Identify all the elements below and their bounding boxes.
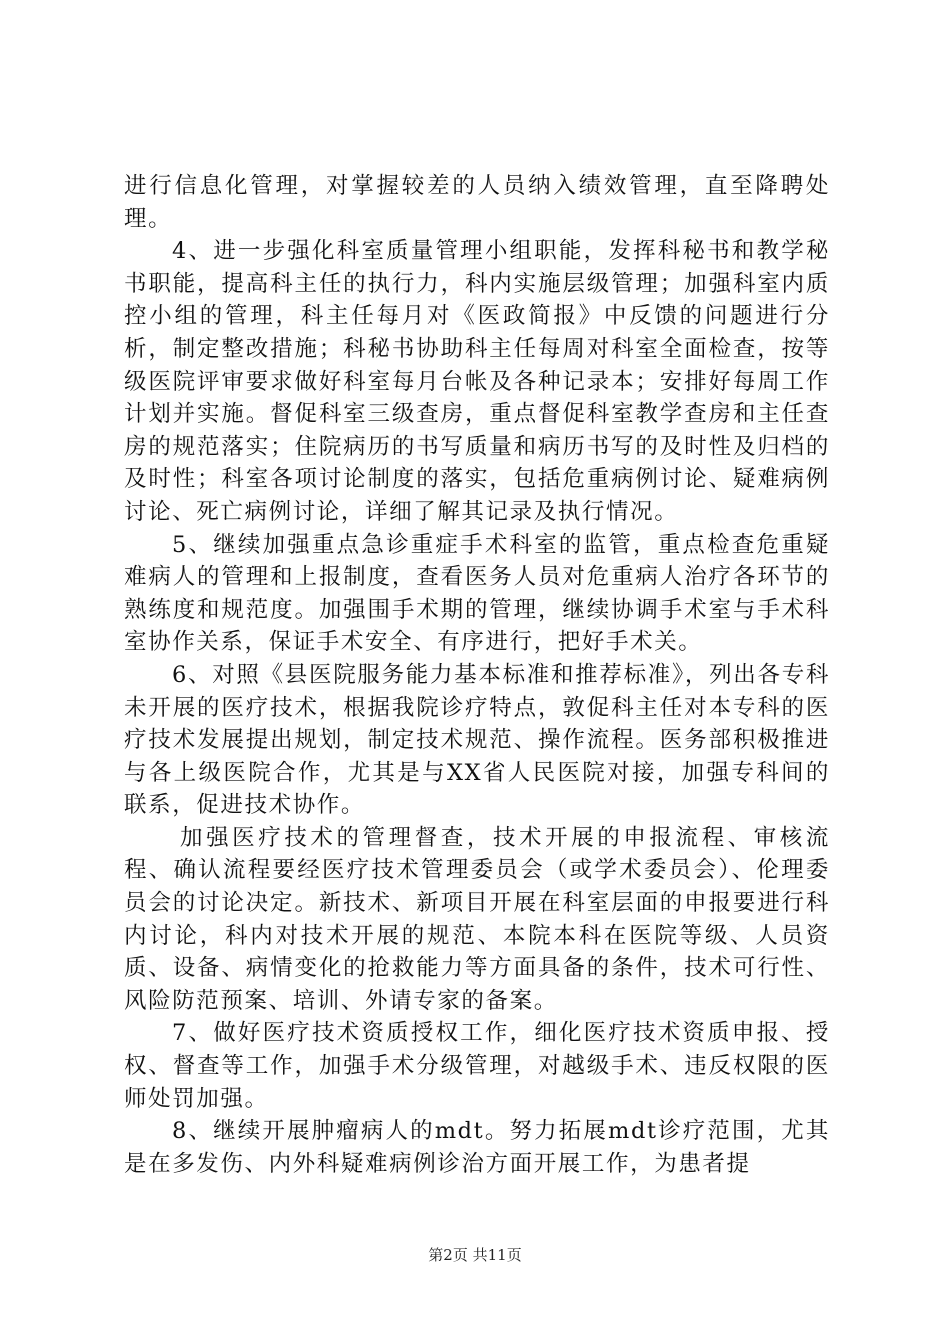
page-number-footer: 第2页 共11页: [428, 1246, 522, 1264]
paragraph-item-8: 8、继续开展肿瘤病人的mdt。努力拓展mdt诊疗范围，尤其是在多发伤、内外科疑难病例诊治方面开展工作，为患者提: [124, 1118, 830, 1177]
paragraph-item-5: 5、继续加强重点急诊重症手术科室的监管，重点检查危重疑难病人的管理和上报制度，查看医务人员对危重病人治疗各环节的熟练度和规范度。加强围手术期的管理，继续协调手术室与手术科室协作关系，保证手术安全、有序进行，把好手术关。: [124, 531, 830, 656]
paragraph-item-6: 6、对照《县医院服务能力基本标准和推荐标准》，列出各专科未开展的医疗技术，根据我院诊疗特点，敦促科主任对本专科的医疗技术发展提出规划，制定技术规范、操作流程。医务部积极推进与各上级医院合作，尤其是与XX省人民医院对接，加强专科间的联系，促进技术协作。: [124, 661, 830, 819]
paragraph-tech-management: 加强医疗技术的管理督查，技术开展的申报流程、审核流程、确认流程要经医疗技术管理委员会（或学术委员会）、伦理委员会的讨论决定。新技术、新项目开展在科室层面的申报要进行科内讨论，科内对技术开展的规范、本院本科在医院等级、人员资质、设备、病情变化的抢救能力等方面具备的条件，技术可行性、风险防范预案、培训、外请专家的备案。: [124, 824, 830, 1014]
paragraph-item-7: 7、做好医疗技术资质授权工作，细化医疗技术资质申报、授权、督查等工作，加强手术分级管理，对越级手术、违反权限的医师处罚加强。: [124, 1020, 830, 1112]
document-body: [124, 170, 830, 1180]
paragraph-continuation: 进行信息化管理，对掌握较差的人员纳入绩效管理，直至降聘处理。: [124, 173, 830, 232]
paragraph-item-4: 4、进一步强化科室质量管理小组职能，发挥科秘书和教学秘书职能，提高科主任的执行力，科内实施层级管理；加强科室内质控小组的管理，科主任每月对《医政简报》中反馈的问题进行分析，制定整改措施；科秘书协助科主任每周对科室全面检查，按等级医院评审要求做好科室每月台帐及各种记录本；安排好每周工作计划并实施。督促科室三级查房，重点督促科室教学查房和主任查房的规范落实；住院病历的书写质量和病历书写的及时性及归档的及时性；科室各项讨论制度的落实，包括危重病例讨论、疑难病例讨论、死亡病例讨论，详细了解其记录及执行情况。: [124, 238, 830, 525]
